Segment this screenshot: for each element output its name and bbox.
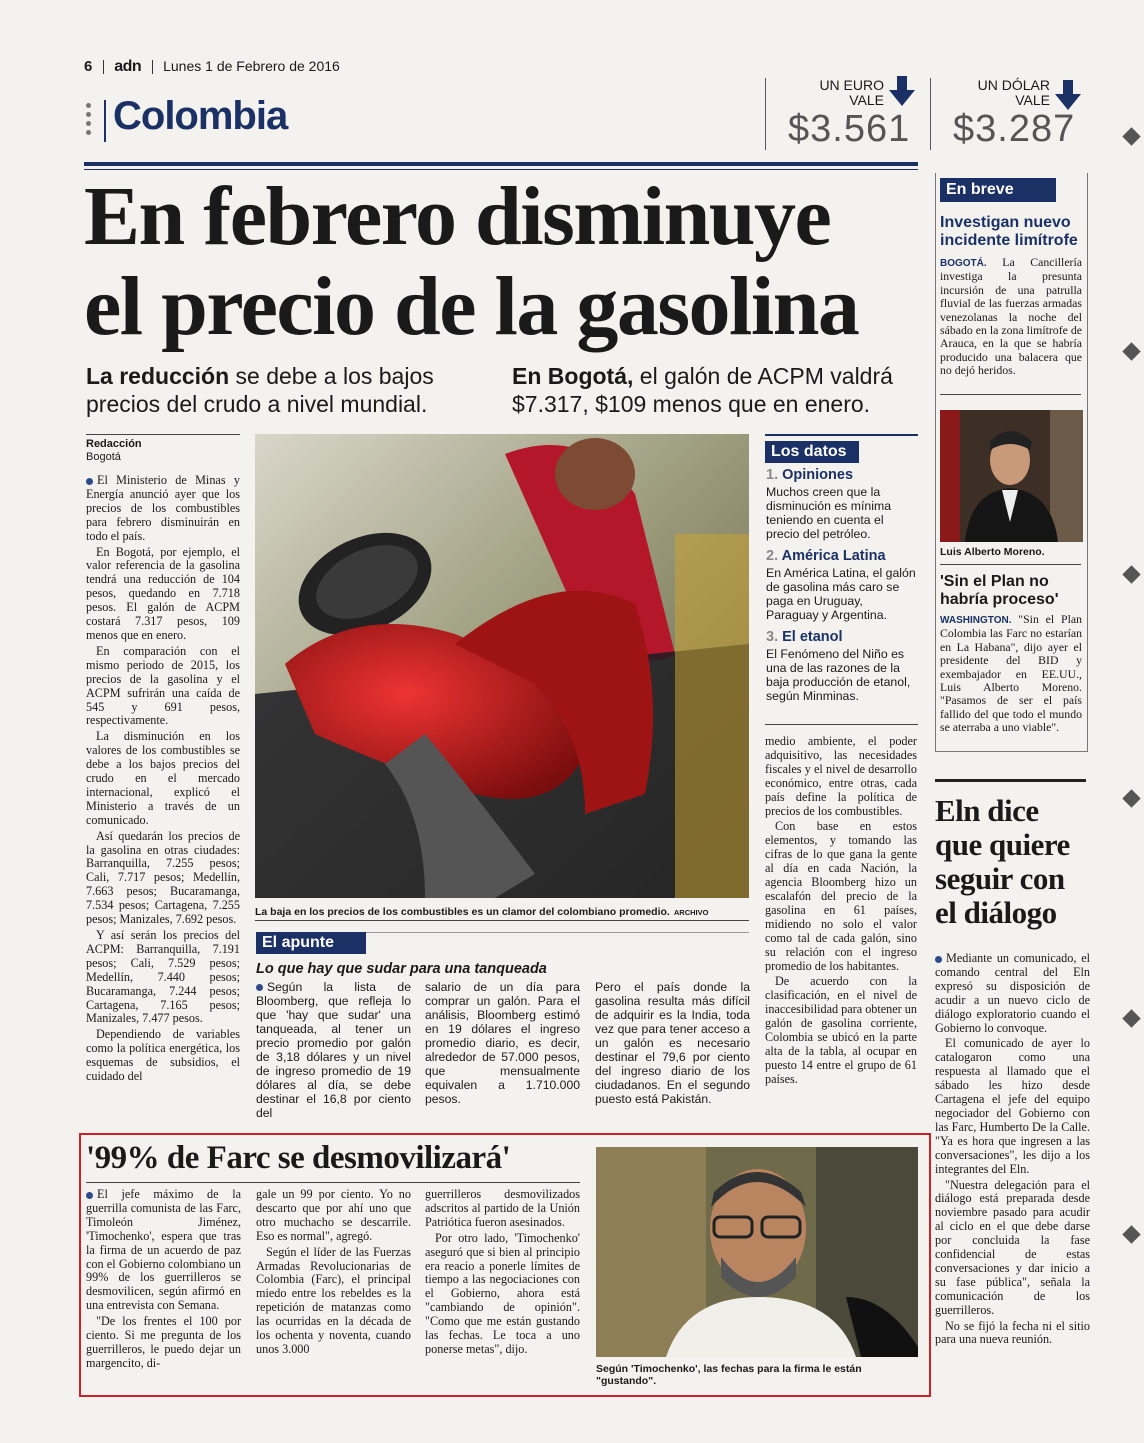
divider xyxy=(765,78,766,150)
top-rule xyxy=(84,162,918,166)
farc-headline: '99% de Farc se desmovilizará' xyxy=(86,1140,511,1176)
apunte-column-2: salario de un día para comprar un galón. Para el análisis, Bloomberg estimó en 19 dólares el ingreso promedio diario, es decir, alrededor de 57.000 pesos, que mensualmente equivalen a 1.710.000 pesos. xyxy=(425,980,580,1106)
paragraph: Así quedarán los precios de la gasolina en otras ciudades: Barranquilla, 7.255 pesos; Cali, 7.717 pesos; Medellín, 7.663 pesos; Bucaramanga, 7.534 pesos; Cartagena, 7.255 pesos; Manizales, 7.692 pesos. xyxy=(86,828,240,927)
euro-label: UN EURO VALE xyxy=(819,77,884,108)
headline-line-2: el precio de la gasolina xyxy=(84,260,859,353)
divider xyxy=(103,60,104,74)
issue-date: Lunes 1 de Febrero de 2016 xyxy=(163,58,340,74)
down-arrow-icon xyxy=(889,76,915,111)
divider xyxy=(104,100,106,142)
section-dots-icon xyxy=(86,103,92,139)
gas-pump-photo xyxy=(255,434,749,898)
eln-rule xyxy=(935,779,1086,782)
paragraph: Dependiendo de variables como la política energética, los esquemas de subsidios, el cuidado del xyxy=(86,1027,240,1084)
eln-body: Mediante un comunicado, el comando central del Eln expresó su disposición de acudir a un nuevo ciclo de diálogo exploratorio cuando el Gobierno lo convoque. El comunicado de ayer lo catalogaron como una respuesta al llamado que el sábado les hizo desde Cartagena el jefe del equipo negociador del Gobierno con las Farc, Humberto De la Calle. "Ya es hora que ingresen a las conversaciones", les dijo a los integrantes del Eln. "Nuestra delegación para el diálogo está preparada desde noviembre pasado para acudir al ciclo en el que debe darse por concluida la fase confidencial de estas conversaciones y dar inicio a su fase pública", señala la comunicación de los guerrilleros. No se fijó la fecha ni el sitio para una nueva reunión. xyxy=(935,951,1090,1347)
deck-1-text: se debe a los bajos precios del crudo a nivel mundial. xyxy=(86,363,434,417)
datos-text: En América Latina, el galón de gasolina más caro se paga en Uruguay, Paraguay y Argentina. xyxy=(766,566,916,622)
paragraph: En comparación con el mismo periodo de 2015, los precios de la gasolina y el ACPM sufrirán una caída de 545 y 691 pesos, respectivamente. xyxy=(86,643,240,728)
apunte-headline: Lo que hay que sudar para una tanqueada xyxy=(256,961,547,977)
paragraph: El Ministerio de Minas y Energía anunció ayer que los precios de los combustibles para febrero disminuirán en todo el país. xyxy=(86,473,240,543)
dollar-value: $3.287 xyxy=(953,108,1076,150)
deck-1-bold: La reducción xyxy=(86,363,230,389)
breve-tag: En breve xyxy=(940,178,1056,202)
divider xyxy=(86,1182,580,1183)
apunte-rule xyxy=(366,932,749,933)
article-column-right xyxy=(765,735,917,1107)
bullet-icon xyxy=(86,1192,93,1199)
dateline: WASHINGTON. xyxy=(940,615,1012,626)
byline-city: Bogotá xyxy=(86,451,121,463)
deck-2 xyxy=(512,362,922,418)
photo-caption xyxy=(255,902,749,920)
bullet-icon xyxy=(935,956,942,963)
divider xyxy=(152,60,153,74)
datos-rule xyxy=(765,434,918,436)
breve-story-1: BOGOTÁ. La Cancillería investiga la presunta incursión de una patrulla fluvial de las fuerzas armadas venezolanas la noche del sábado en la zona limítrofe de Arauca, en la que se habría producido una balacera que no dejó heridos. xyxy=(940,255,1082,378)
paragraph: La disminución en los valores de los combustibles se debe a los bajos precios del crudo en el mercado internacional, explicó el Ministerio a través de un comunicado. xyxy=(86,729,240,827)
masthead xyxy=(84,58,384,80)
timochenko-photo xyxy=(596,1147,918,1357)
margin-mark-icon xyxy=(1122,1009,1140,1027)
paragraph: No se fijó la fecha ni el sitio para una nueva reunión. xyxy=(935,1318,1090,1347)
paragraph: medio ambiente, el poder adquisitivo, las necesidades fiscales y el nivel de desarrollo económico, entre otras, cada país define la política de precios de los combustibles. xyxy=(765,734,917,818)
paragraph: "De los frentes el 100 por ciento. Si me pregunta de los guerrilleros, le puedo dejar un margencito, di- xyxy=(86,1314,241,1370)
bullet-icon xyxy=(86,478,93,485)
datos-tag: Los datos xyxy=(765,441,859,463)
divider xyxy=(86,434,240,435)
farc-column-3 xyxy=(425,1188,580,1386)
paragraph: "Nuestra delegación para el diálogo está preparada desde noviembre pasado para acudir al ciclo en el que debe darse por concluida la fase confidencial de estas conversaciones y dar inicio a su fase pública", señala la comunicación de los guerrilleros. xyxy=(935,1177,1090,1317)
photo-credit: ARCHIVO xyxy=(673,908,709,917)
page-number: 6 xyxy=(84,58,93,75)
datos-item: 1. Opiniones Muchos creen que la disminución es mínima teniendo en cuenta el precio del petróleo. xyxy=(766,468,918,541)
moreno-caption: Luis Alberto Moreno. xyxy=(940,546,1045,558)
paragraph: El comunicado de ayer lo catalogaron como una respuesta al llamado que el sábado les hizo desde Cartagena el jefe del equipo negociador del Gobierno con las Farc, Humberto De la Calle. "Ya es hora que ingresen a las conversaciones", les dijo a los integrantes del Eln. xyxy=(935,1036,1090,1176)
deck-1 xyxy=(86,362,486,418)
datos-text: El Fenómeno del Niño es una de las razones de la baja producción de etanol, según Minminas. xyxy=(766,647,911,703)
datos-list xyxy=(766,468,918,703)
section-title: Colombia xyxy=(113,94,288,138)
paragraph: Por otro lado, 'Timochenko' aseguró que si bien al principio era reacio a ponerle límites de tiempo a las negociaciones con el Gobierno, ahora está "cambiando de opinión". "Como que me están gustando las fechas. Le toca a uno ponerse metas", dijo. xyxy=(425,1230,580,1356)
paragraph: Según el líder de las Fuerzas Armadas Revolucionarias de Colombia (Farc), el principal miedo entre los rebeldes es la repetición de matanzas como las ocurridas en la década de los ochenta y noventa, cuando unos 3.000 xyxy=(256,1244,411,1356)
farc-column-2 xyxy=(256,1188,411,1386)
euro-value: $3.561 xyxy=(788,108,911,150)
byline: Redacción xyxy=(86,438,142,450)
dateline: BOGOTÁ. xyxy=(940,258,987,269)
breve-story-2-title: 'Sin el Plan no habría proceso' xyxy=(940,573,1059,608)
deck-2-text: el galón de ACPM valdrá $7.317, $109 menos que en enero. xyxy=(512,363,893,417)
divider xyxy=(940,564,1081,565)
headline-line-1: En febrero disminuye xyxy=(84,170,831,263)
divider xyxy=(930,78,931,150)
breve-story-2: WASHINGTON. "Sin el Plan Colombia las Farc no estarían en La Habana", dijo ayer el presidente del BID y exembajador en EE.UU., Luis Alberto Moreno. "Pasamos de ser el país fallido del que todo el mundo se aterraba a uno viable". xyxy=(940,612,1082,735)
margin-mark-icon xyxy=(1122,127,1140,145)
datos-item: 3. El etanol El Fenómeno del Niño es una de las razones de la baja producción de etanol, según Minminas. xyxy=(766,630,918,703)
dollar-label: UN DÓLAR VALE xyxy=(977,77,1050,108)
deck-2-bold: En Bogotá, xyxy=(512,363,634,389)
divider xyxy=(940,394,1081,395)
apunte-column-3: Pero el país donde la gasolina resulta más difícil de adquirir es la India, toda vez que para tener acceso a un galón es necesario destinar el 79,6 por ciento del ingreso diario de los ciudadanos. En el segundo puesto está Pakistán. xyxy=(595,980,750,1106)
brand-logo: adn xyxy=(114,58,142,75)
timochenko-caption: Según 'Timochenko', las fechas para la firma le están "gustando". xyxy=(596,1363,862,1387)
breve-story-1-title: Investigan nuevo incidente limítrofe xyxy=(940,214,1078,249)
farc-column-1: El jefe máximo de la guerrilla comunista de las Farc, Timoleón Jiménez, 'Timochenko', espera que tras la firma de un acuerdo de paz con el Gobierno colombiano un 99% de los guerrilleros se desmovilicen, según afirmó en una entrevista con Semana. "De los frentes el 100 por ciento. Si me pregunta de los guerrilleros, le puedo dejar un margencito, di- xyxy=(86,1187,241,1370)
moreno-photo xyxy=(940,410,1083,542)
datos-item: 2. América Latina En América Latina, el galón de gasolina más caro se paga en Uruguay, Paraguay y Argentina. xyxy=(766,549,918,622)
paragraph: Y así serán los precios del ACPM: Barranquilla, 7.191 pesos; Cali, 7.529 pesos; Medellín, 7.440 pesos; Bucaramanga, 7.244 pesos; Cartagena, 7.165 pesos; Manizales, 7.477 pesos. xyxy=(86,928,240,1026)
main-headline xyxy=(84,172,924,352)
apunte-tag: El apunte xyxy=(256,932,366,954)
margin-mark-icon xyxy=(1122,342,1140,360)
divider xyxy=(765,724,918,725)
paragraph: guerrilleros desmovilizados adscritos al partido de la Unión Patriótica fueron asesinados. xyxy=(425,1187,580,1229)
apunte-column-1: Según la lista de Bloomberg, que refleja lo que 'hay que sudar' una tanqueada, al tener un precio promedio por galón de 3,18 dólares y un nivel de ingreso promedio de 19 dólares al día, se debe destinar el 16,8 por ciento del xyxy=(256,980,411,1120)
caption-text: La baja en los precios de los combustibles es un clamor del colombiano promedio. xyxy=(255,906,670,918)
margin-mark-icon xyxy=(1122,565,1140,583)
eln-headline: Eln dice que quiere seguir con el diálogo xyxy=(935,793,1070,930)
paragraph: En Bogotá, por ejemplo, el valor referencia de la gasolina tendrá una reducción de 104 pesos, quedando en 7.718 pesos. El galón de ACPM costará 7.317 pesos, 109 menos que en enero. xyxy=(86,544,240,642)
paragraph: gale un 99 por ciento. Yo no descarto que por ahí uno que otro muchacho se descarrile. Eso es normal", agregó. xyxy=(256,1187,411,1243)
bullet-icon xyxy=(256,984,263,991)
margin-mark-icon xyxy=(1122,789,1140,807)
divider xyxy=(255,920,749,921)
datos-text: Muchos creen que la disminución es mínima teniendo en cuenta el precio del petróleo. xyxy=(766,485,892,541)
article-column-1 xyxy=(86,474,240,1106)
paragraph: De acuerdo con la clasificación, en el nivel de inaccesibilidad para obtener un galón de gasolina corriente, Colombia se ubicó en la parte alta de la tabla, al ocupar en puesto 14 entre el grupo de 61 países. xyxy=(765,974,917,1086)
margin-mark-icon xyxy=(1122,1225,1140,1243)
paragraph: Con base en estos elementos, y tomando las cifras de lo que gana la gente al día en cada Nación, la agencia Bloomberg hizo un escalafón del precio de la gasolina en 61 países, midiendo no solo el valor como tal de cada galón, sino su relación con el ingreso promedio de los habitantes. xyxy=(765,819,917,973)
